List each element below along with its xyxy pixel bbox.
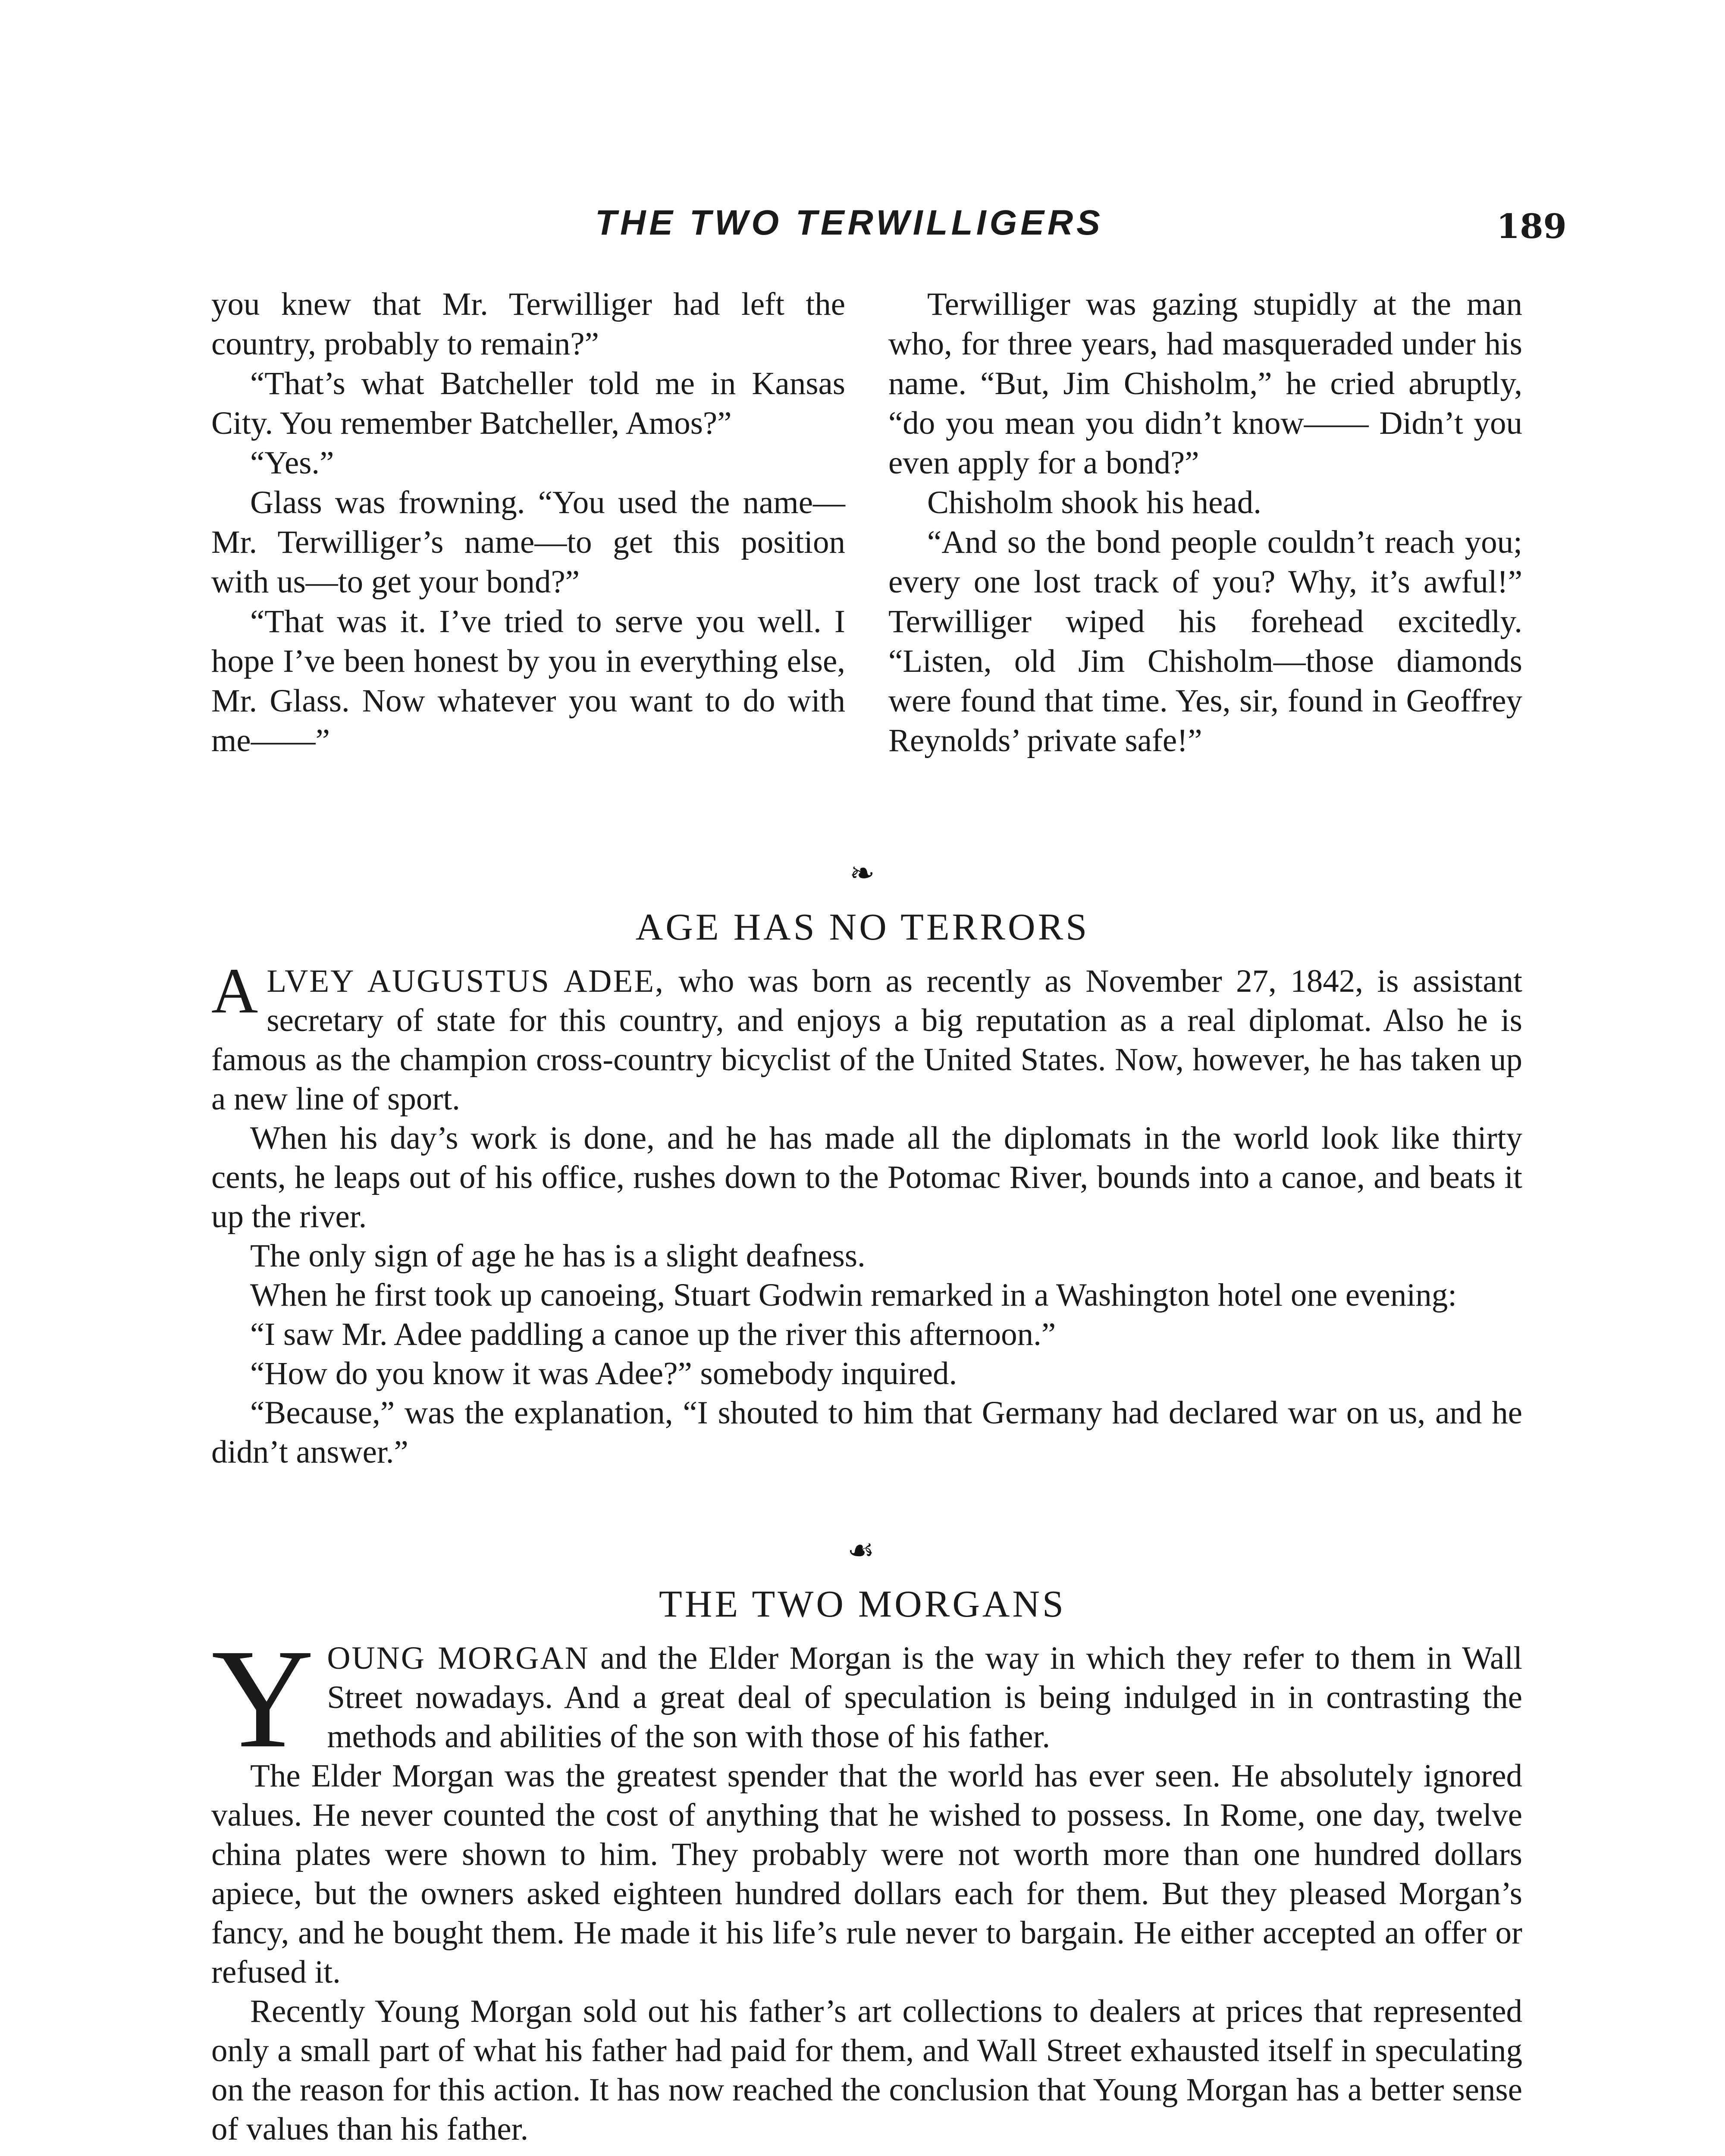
ornament-divider-icon: ❧ — [850, 856, 875, 891]
article-paragraph: The Elder Morgan was the greatest spender that the world has ever seen. He absolutely ignored values. He never counted the cost of anything that he wished to possess. In Rome, one day, twelve china plates were shown to him. They probably were not worth more than one hundred dollars apiece, but the owners asked eighteen hundred dollars each for them. But they pleased Morgan’s fancy, and he bought them. He made it his life’s rule never to bargain. He either accepted an offer or refused it. — [211, 1758, 1522, 1990]
running-title: THE TWO TERWILLIGERS — [595, 203, 1104, 242]
story-paragraph: Terwilliger was gazing stupidly at the man who, for three years, had masqueraded under his name. “But, Jim Chisholm,” he cried abruptly, “do you mean you didn’t know—— Didn’t you even apply for a bond?” — [888, 286, 1522, 481]
article-heading-age: AGE HAS NO TERRORS — [635, 906, 1090, 948]
running-head — [0, 203, 1725, 250]
story-paragraph: Glass was frowning. “You used the name—Mr. Terwilliger’s name—to get this position with us—to get your bond?” — [211, 485, 845, 600]
story-paragraph: “That’s what Batcheller told me in Kansas City. You remember Batcheller, Amos?” — [211, 366, 845, 441]
article-paragraph-text: who was born as recently as November 27, 1842, is assistant secretary of state for this country, and enjoys a big reputation as a real diplomat. Also he is famous as the champion cross-country bicyclist of the United States. Now, however, he has taken up a new line of sport. — [211, 963, 1522, 1117]
article-paragraph: “I saw Mr. Adee paddling a canoe up the river this afternoon.” — [250, 1316, 1056, 1352]
article-heading-morgans: THE TWO MORGANS — [659, 1583, 1066, 1625]
article-paragraph: “How do you know it was Adee?” somebody inquired. — [250, 1356, 957, 1391]
lead-caps: LVEY AUGUSTUS ADEE, — [267, 963, 665, 999]
article-paragraph: “Because,” was the explanation, “I shouted to him that Germany had declared war on us, and he didn’t answer.” — [211, 1395, 1522, 1470]
story-paragraph: “And so the bond people couldn’t reach you; every one lost track of you? Why, it’s awful!” Terwilliger wiped his forehead excitedly. “Listen, old Jim Chisholm—those diamonds were found that time. Yes, sir, found in Geoffrey Reynolds’ private safe!” — [888, 524, 1522, 758]
story-paragraph: you knew that Mr. Terwilliger had left the country, probably to remain?” — [211, 286, 845, 362]
lead-caps: OUNG MORGAN — [327, 1640, 590, 1676]
article-paragraph: When his day’s work is done, and he has made all the diplomats in the world look like thirty cents, he leaps out of his office, rushes down to the Potomac River, bounds into a canoe, and beats it up the river. — [211, 1120, 1522, 1235]
article-age-has-no-terrors — [211, 955, 1522, 1472]
article-first-paragraph — [211, 1620, 1523, 1777]
story-left-column — [211, 285, 845, 761]
article-first-paragraph — [211, 955, 1522, 1119]
article-paragraph: The only sign of age he has is a slight deafness. — [250, 1238, 866, 1274]
story-paragraph: “Yes.” — [250, 445, 334, 481]
article-two-morgans — [211, 1620, 1523, 2149]
drop-cap: Y — [211, 1620, 314, 1777]
article-paragraph: When he first took up canoeing, Stuart Godwin remarked in a Washington hotel one evening: — [250, 1277, 1457, 1313]
ornament-divider-icon: ☙ — [847, 1532, 875, 1568]
story-paragraph: “That was it. I’ve tried to serve you well. I hope I’ve been honest by you in everything else, Mr. Glass. Now whatever you want to do with me——” — [211, 604, 845, 758]
article-paragraph: Recently Young Morgan sold out his father’s art collections to dealers at prices that represented only a small part of what his father had paid for them, and Wall Street exhausted itself in speculating on the reason for this action. It has now reached the conclusion that Young Morgan has a better sense of values than his father. — [211, 1993, 1522, 2147]
story-right-column — [888, 285, 1522, 761]
article-paragraph-text: and the Elder Morgan is the way in which they refer to them in Wall Street nowadays. And a great deal of speculation is being indulged in in contrasting the methods and abilities of the son with those of his father. — [327, 1640, 1523, 1755]
drop-cap: A — [211, 955, 258, 1027]
page-number: 189 — [1496, 207, 1567, 246]
story-paragraph: Chisholm shook his head. — [927, 485, 1262, 520]
